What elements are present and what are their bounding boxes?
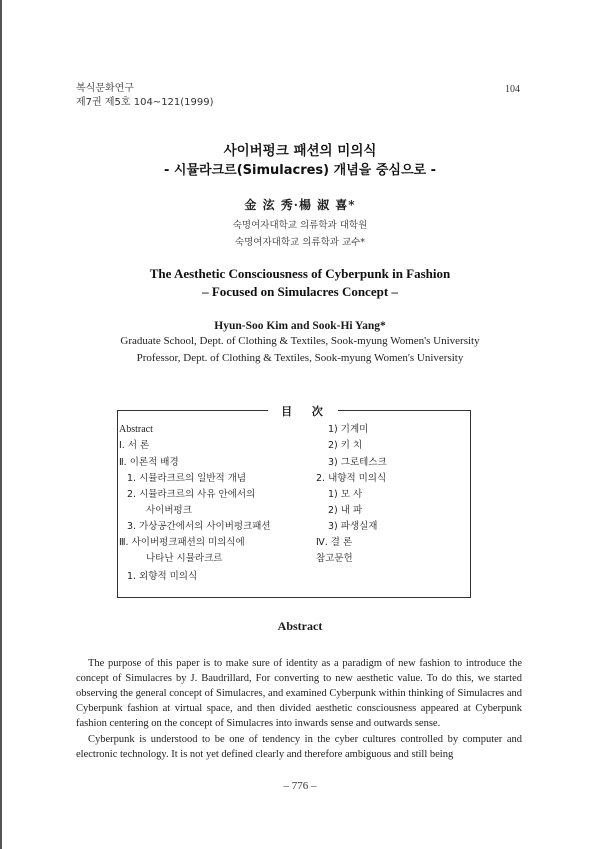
journal-header — [76, 82, 214, 110]
korean-affiliation-2: 숙명여자대학교 의류학과 교수* — [234, 237, 366, 248]
toc-item: 1) 기계미 — [328, 424, 369, 435]
abstract-paragraph-1: The purpose of this paper is to make sure of identity as a paradigm of new fashion to introduce the concept of Simulacres by J. Baudrillard, For converting to new aesthetic value. To do this, we started observing the general concept of Simulacres, and examined Cyberpunk within thinking of Simulacres and Cyberpunk fashion at virtual space, and then divided aesthetic consciousness appeared at Cyberpunk fashion centering on the concept of Simulacres into inwards sense and outwards sense. — [76, 658, 522, 730]
toc-item: 참고문헌 — [316, 553, 353, 564]
toc-item: Abstract — [119, 424, 153, 435]
toc-item: 2) 내 파 — [328, 505, 363, 516]
toc-item: 2) 키 치 — [328, 440, 363, 451]
english-affiliation-1: Graduate School, Dept. of Clothing & Textiles, Sook-myung Women's University — [120, 335, 480, 347]
toc-item: Ⅰ. 서 론 — [119, 440, 150, 451]
header-page-number: 104 — [505, 84, 520, 95]
toc-title: 目 次 — [268, 403, 338, 419]
journal-name: 복식문화연구 — [76, 83, 134, 94]
english-title: The Aesthetic Consciousness of Cyberpunk in Fashion — [149, 266, 451, 281]
toc-item: 사이버펑크 — [146, 505, 192, 516]
toc-item: 1. 외향적 미의식 — [127, 571, 198, 582]
toc-item: Ⅲ. 사이버펑크패션의 미의식에 — [119, 537, 245, 548]
toc-item: Ⅳ. 결 론 — [316, 537, 353, 548]
abstract-heading: Abstract — [277, 619, 323, 633]
english-affiliation-2: Professor, Dept. of Clothing & Textiles, Sook-myung Women's University — [136, 352, 464, 364]
toc-item: 1) 모 사 — [328, 489, 363, 500]
korean-authors: 金 泫 秀·楊 淑 喜* — [244, 198, 356, 212]
toc-item: 2. 내향적 미의식 — [316, 473, 387, 484]
toc-item: 나타난 시뮬라크르 — [146, 553, 223, 564]
scan-edge — [0, 0, 2, 849]
footer-page-number: – 776 – — [283, 780, 317, 792]
korean-title: 사이버펑크 패션의 미의식 — [223, 143, 377, 159]
toc-item: 3) 파생실재 — [328, 521, 378, 532]
toc-item: 2. 시뮬라크르의 사유 안에서의 — [127, 489, 256, 500]
toc-item: Ⅱ. 이론적 배경 — [119, 457, 179, 468]
korean-affiliation-1: 숙명여자대학교 의류학과 대학원 — [232, 220, 368, 231]
english-subtitle: – Focused on Simulacres Concept – — [202, 284, 398, 299]
toc-item: 3) 그로테스크 — [328, 457, 387, 468]
toc-item: 3. 가상공간에서의 사이버펑크패션 — [127, 521, 271, 532]
toc-item: 1. 시뮬라크르의 일반적 개념 — [127, 473, 247, 484]
english-authors: Hyun-Soo Kim and Sook-Hi Yang* — [214, 320, 386, 332]
table-of-contents-box — [117, 410, 471, 598]
korean-subtitle: - 시뮬라크르(Simulacres) 개념을 중심으로 - — [164, 163, 436, 178]
abstract-paragraph-2: Cyberpunk is understood to be one of tendency in the cyber cultures controlled by computer and electronic technology. It is not yet defined clearly and therefore ambiguous and still being — [76, 734, 522, 761]
journal-volume: 제7권 제5호 104~121(1999) — [76, 97, 214, 108]
